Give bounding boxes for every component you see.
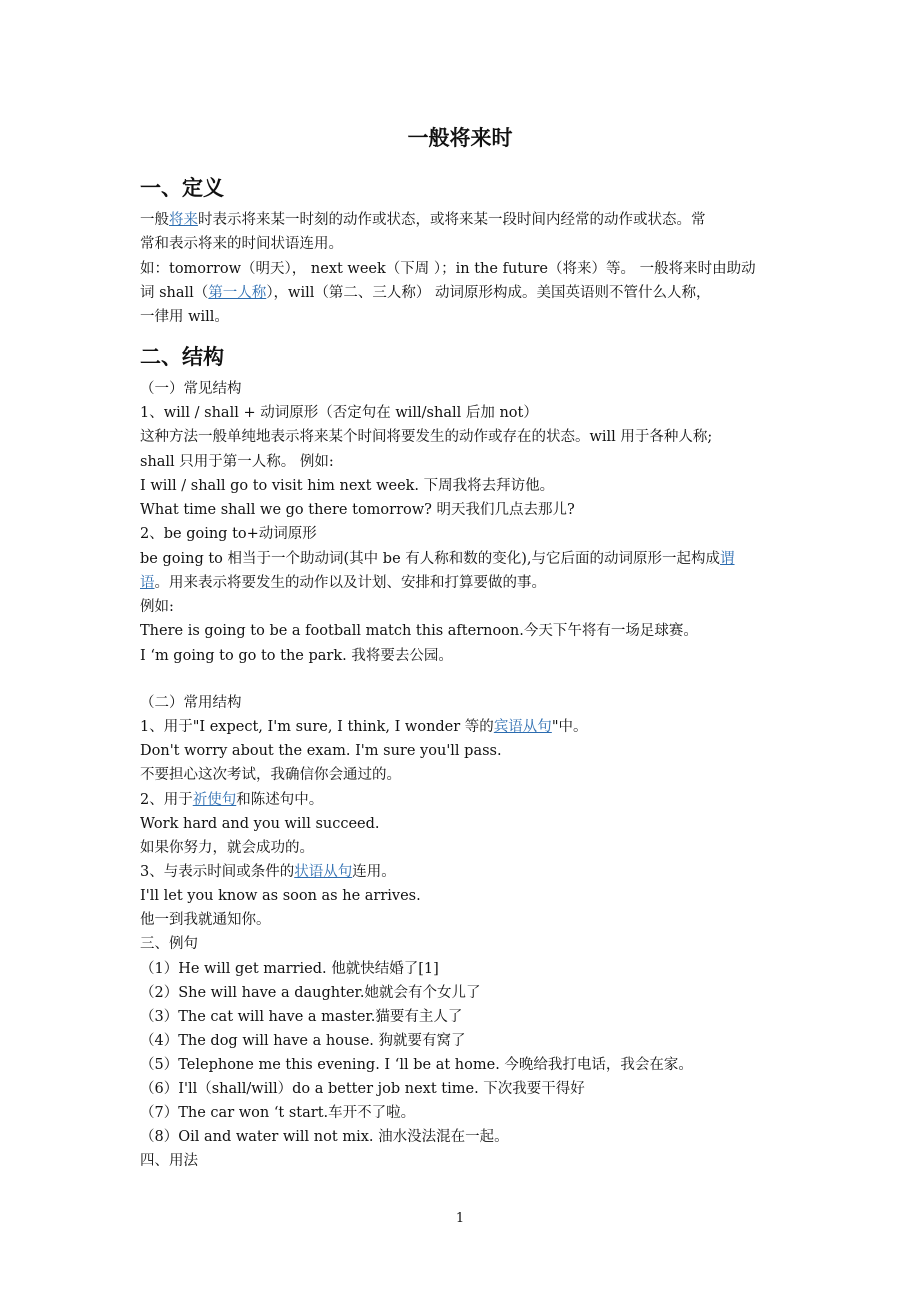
paragraph-line: I ‘m going to go to the park. 我将要去公园。 — [140, 648, 453, 664]
paragraph-line: I will / shall go to visit him next week. 下周我将去拜访他。 — [140, 478, 555, 494]
paragraph-line: I'll let you know as soon as he arrives. — [140, 888, 421, 904]
paragraph-line — [140, 863, 396, 881]
paragraph-line: 如：tomorrow（明天）， next week（下周 ）；in the future（将来）等。 一般将来时由助动 — [140, 261, 756, 277]
paragraph-line — [140, 211, 706, 229]
example-item: （1）He will get married. 他就快结婚了[1] — [140, 961, 439, 977]
text-run: 2、用于 — [140, 792, 193, 808]
paragraph-line: Work hard and you will succeed. — [140, 816, 380, 832]
text-run: 时表示将来某一时刻的动作或状态，或将来某一段时间内经常的动作或状态。常 — [198, 212, 706, 228]
text-run: 3、与表示时间或条件的 — [140, 864, 295, 880]
section-heading-usage: 四、用法 — [140, 1153, 198, 1169]
paragraph-line: 如果你努力，就会成功的。 — [140, 840, 314, 856]
link-first-person[interactable]: 第一人称 — [208, 285, 267, 301]
paragraph-line — [140, 550, 735, 568]
paragraph-line: 例如: — [140, 599, 174, 615]
paragraph-line: 常和表示将来的时间状语连用。 — [140, 236, 343, 252]
paragraph-line: 2、be going to+动词原形 — [140, 526, 317, 542]
section-heading-definition: 一、定义 — [140, 176, 224, 200]
subheading: （一）常见结构 — [140, 381, 242, 397]
document-title: 一般将来时 — [407, 126, 513, 150]
page-number: 1 — [455, 1211, 465, 1226]
link-jianglai[interactable]: 将来 — [169, 212, 198, 228]
link-imperative[interactable]: 祈使句 — [192, 792, 237, 808]
example-item: （8）Oil and water will not mix. 油水没法混在一起。 — [140, 1129, 509, 1145]
text-run: "中。 — [551, 719, 588, 735]
paragraph-line: 这种方法一般单纯地表示将来某个时间将要发生的动作或存在的状态。will 用于各种人称; — [140, 429, 713, 445]
paragraph-line — [140, 791, 323, 809]
text-run: ），will（第二、三人称） 动词原形构成。美国英语则不管什么人称， — [266, 285, 711, 301]
paragraph-line: What time shall we go there tomorrow? 明天我们几点去那儿? — [140, 502, 575, 518]
section-heading-examples: 三、例句 — [140, 936, 198, 952]
text-run: 。用来表示将要发生的动作以及计划、安排和打算要做的事。 — [154, 575, 546, 591]
text-run: 和陈述句中。 — [236, 792, 324, 808]
link-object-clause[interactable]: 宾语从句 — [493, 719, 552, 735]
paragraph-line: 1、will / shall + 动词原形（否定句在 will/shall 后加 not） — [140, 405, 538, 421]
subheading: （二）常用结构 — [140, 695, 242, 711]
example-item: （2）She will have a daughter.她就会有个女儿了 — [140, 985, 481, 1001]
paragraph-line: 他一到我就通知你。 — [140, 912, 271, 928]
paragraph-line — [140, 284, 711, 302]
link-adverbial-clause[interactable]: 状语从句 — [294, 864, 353, 880]
example-item: （5）Telephone me this evening. I ‘ll be at home. 今晚给我打电话，我会在家。 — [140, 1057, 693, 1073]
example-item: （7）The car won ‘t start.车开不了啦。 — [140, 1105, 416, 1121]
example-item: （4）The dog will have a house. 狗就要有窝了 — [140, 1033, 466, 1049]
text-run: 连用。 — [352, 864, 396, 880]
link-predicate-cont[interactable]: 语 — [140, 575, 155, 591]
section-heading-structure: 二、结构 — [140, 345, 224, 369]
paragraph-line: There is going to be a football match this afternoon.今天下午将有一场足球赛。 — [140, 623, 698, 639]
paragraph-line — [140, 574, 546, 592]
paragraph-line: 不要担心这次考试，我确信你会通过的。 — [140, 767, 401, 783]
paragraph-line — [140, 718, 587, 736]
text-run: 一般 — [140, 212, 169, 228]
paragraph-line: Don't worry about the exam. I'm sure you'll pass. — [140, 743, 502, 759]
paragraph-line: shall 只用于第一人称。 例如: — [140, 454, 334, 470]
text-run: 词 shall（ — [140, 285, 209, 301]
text-run: 1、用于"I expect, I'm sure, I think, I wonder 等的 — [140, 719, 494, 735]
link-predicate[interactable]: 谓 — [720, 551, 735, 567]
text-run: be going to 相当于一个助动词(其中 be 有人称和数的变化),与它后面的动词原形一起构成 — [140, 551, 721, 567]
paragraph-line: 一律用 will。 — [140, 309, 229, 325]
example-item: （3）The cat will have a master.猫要有主人了 — [140, 1009, 463, 1025]
example-item: （6）I'll（shall/will）do a better job next time. 下次我要干得好 — [140, 1081, 585, 1097]
